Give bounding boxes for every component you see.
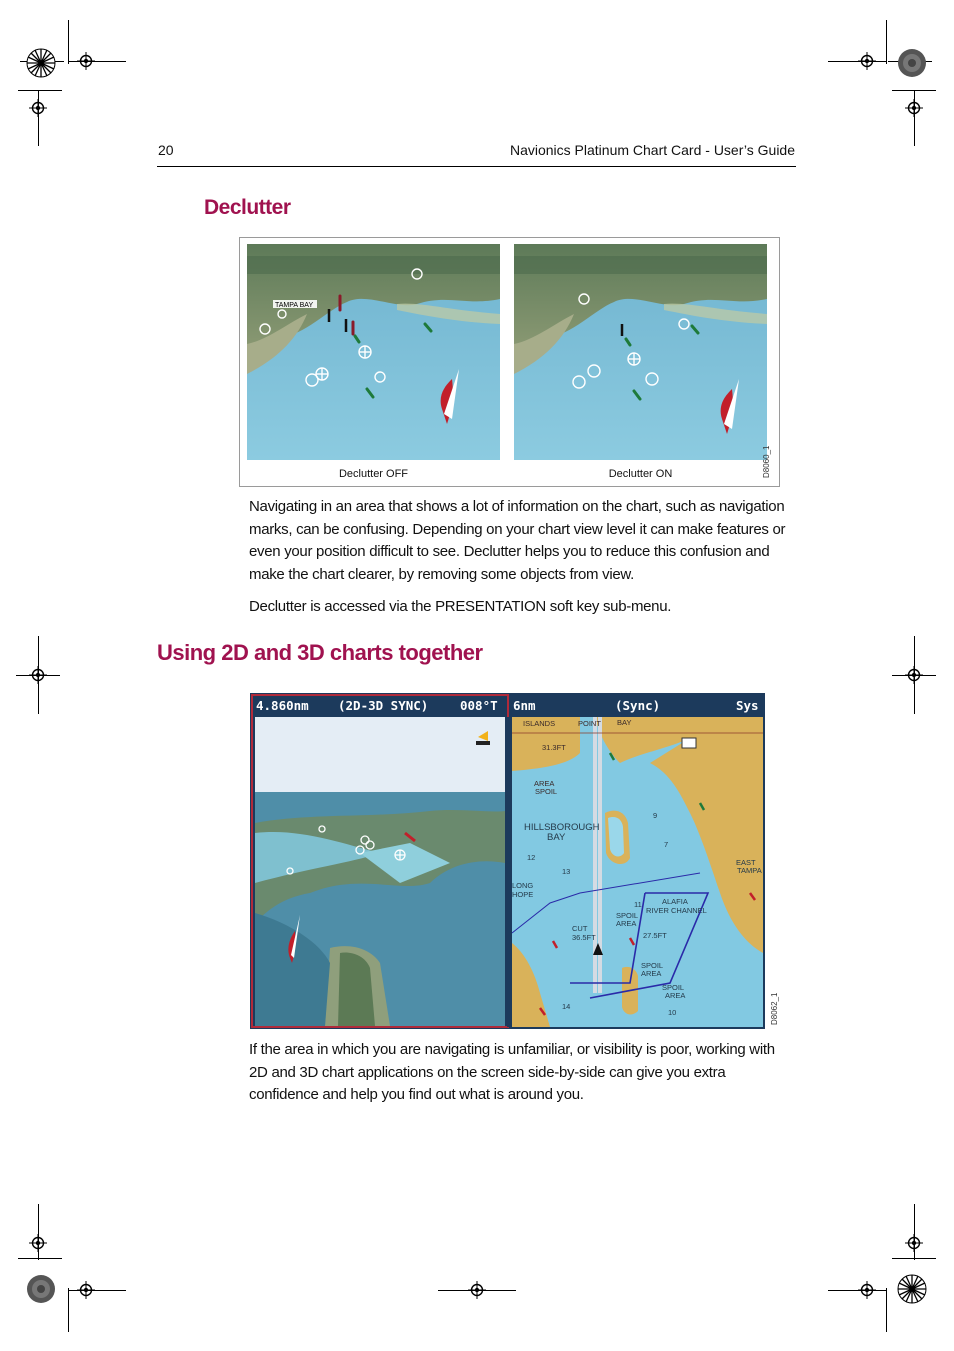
2d3d-paragraph: If the area in which you are navigating is unfamiliar, or visibility is poor, working with 2D and 3D chart applications on the screen side-by-side can give you extra confidence and help you find out what is around you.	[249, 1041, 775, 1103]
svg-text:HILLSBOROUGH: HILLSBOROUGH	[524, 822, 600, 833]
declutter-on-caption: Declutter ON	[608, 468, 673, 480]
crop-mark	[68, 1288, 69, 1332]
status-range-2d: 6nm	[513, 698, 536, 713]
status-heading: 008°T	[460, 698, 498, 713]
svg-text:CUT: CUT	[572, 924, 588, 933]
registration-mark-icon	[905, 1234, 923, 1252]
crop-mark	[68, 20, 69, 64]
page-number: 20	[158, 142, 174, 158]
svg-text:12: 12	[527, 853, 536, 862]
figure-id: D8060_1	[762, 445, 771, 478]
star-target-icon	[26, 48, 56, 78]
svg-text:AREA: AREA	[534, 779, 555, 788]
svg-text:BAY: BAY	[617, 718, 632, 727]
svg-text:14: 14	[562, 1002, 571, 1011]
status-mode: (2D-3D SYNC)	[338, 698, 429, 713]
declutter-figure	[239, 237, 780, 487]
figure-id: D8062_1	[770, 992, 779, 1025]
svg-text:10: 10	[668, 1008, 677, 1017]
star-target-icon	[897, 1274, 927, 1304]
svg-text:AREA: AREA	[616, 919, 637, 928]
registration-mark-icon	[29, 666, 47, 684]
section-heading-declutter: Declutter	[204, 196, 291, 219]
svg-text:AREA: AREA	[641, 969, 662, 978]
svg-text:TAMPA BAY: TAMPA BAY	[275, 302, 314, 309]
registration-mark-icon	[468, 1281, 486, 1299]
declutter-access-note: Declutter is accessed via the PRESENTATION soft key sub-menu.	[249, 598, 672, 615]
split-screen-figure	[250, 693, 765, 1029]
status-sys: Sys	[736, 698, 759, 713]
svg-text:POINT: POINT	[578, 719, 601, 728]
crop-mark	[886, 20, 887, 64]
svg-text:ALAFIA: ALAFIA	[662, 897, 688, 906]
svg-text:HOPE: HOPE	[512, 890, 534, 899]
declutter-on-image	[514, 244, 767, 460]
declutter-off-image	[247, 244, 500, 460]
svg-text:11: 11	[634, 900, 642, 909]
svg-text:TAMPA: TAMPA	[737, 866, 762, 875]
registration-mark-icon	[29, 99, 47, 117]
header-rule	[157, 166, 796, 167]
svg-text:RIVER CHANNEL: RIVER CHANNEL	[646, 906, 707, 915]
svg-text:31.3FT: 31.3FT	[542, 743, 566, 752]
svg-text:13: 13	[562, 867, 571, 876]
registration-mark-icon	[29, 1234, 47, 1252]
declutter-paragraph: Navigating in an area that shows a lot of information on the chart, such as navigation marks, can be confusing. Depending on your chart view level it can make features or even your position difficult to see. Declutter helps you to reduce this confusion and make the chart clearer, by removing some objects from view.	[249, 498, 786, 583]
svg-text:SPOIL: SPOIL	[641, 961, 664, 970]
svg-text:SPOIL: SPOIL	[662, 983, 685, 992]
svg-text:ISLANDS: ISLANDS	[523, 719, 556, 728]
crop-mark	[892, 1258, 936, 1259]
crop-mark	[18, 1258, 62, 1259]
crop-mark	[828, 61, 886, 62]
status-range-3d: 4.860nm	[256, 698, 309, 713]
section-heading-2d3d: Using 2D and 3D charts together	[157, 640, 483, 665]
registration-mark-icon	[905, 666, 923, 684]
svg-text:AREA: AREA	[665, 991, 686, 1000]
status-sync: (Sync)	[615, 698, 661, 713]
svg-text:SPOIL: SPOIL	[616, 911, 639, 920]
declutter-off-caption: Declutter OFF	[338, 468, 409, 480]
svg-text:SPOIL: SPOIL	[535, 787, 558, 796]
crop-mark	[886, 1288, 887, 1332]
star-target-icon	[26, 1274, 56, 1304]
registration-mark-icon	[858, 52, 876, 70]
svg-text:EAST: EAST	[736, 858, 756, 867]
crop-mark	[828, 1290, 886, 1291]
registration-mark-icon	[77, 52, 95, 70]
registration-mark-icon	[77, 1281, 95, 1299]
svg-text:27.5FT: 27.5FT	[643, 931, 667, 940]
svg-text:7: 7	[664, 840, 669, 849]
svg-text:9: 9	[653, 811, 658, 820]
star-target-icon	[897, 48, 927, 78]
registration-mark-icon	[858, 1281, 876, 1299]
registration-mark-icon	[905, 99, 923, 117]
svg-text:LONG: LONG	[512, 881, 534, 890]
crop-mark	[18, 90, 62, 91]
svg-text:36.5FT: 36.5FT	[572, 933, 596, 942]
running-title: Navionics Platinum Chart Card - User’s Guide	[509, 142, 795, 158]
svg-text:BAY: BAY	[547, 832, 566, 843]
